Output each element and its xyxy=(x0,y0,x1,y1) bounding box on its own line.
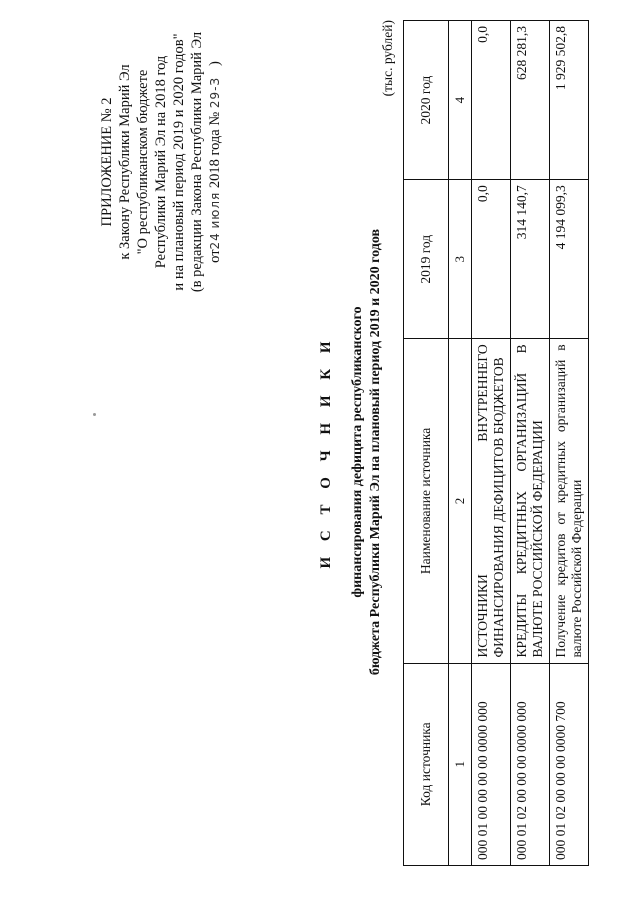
row-value-2020: 1 929 502,8 xyxy=(550,21,589,180)
row-value-2019: 0,0 xyxy=(472,180,511,339)
row-value-2019: 314 140,7 xyxy=(511,180,550,339)
row-code: 000 01 02 00 00 00 0000 000 xyxy=(511,663,550,865)
scan-speck xyxy=(93,413,96,416)
col-number-3: 3 xyxy=(449,180,472,339)
title-sub-2: бюджета Республики Марий Эл на плановый период 2019 и 2020 годов xyxy=(368,228,383,676)
row-name: КРЕДИТЫ КРЕДИТНЫХ ОРГАНИЗАЦИЙ В ВАЛЮТЕ РОССИЙСКОЙ ФЕДЕРАЦИИ xyxy=(511,339,550,663)
col-number-4: 4 xyxy=(449,21,472,180)
column-number-row xyxy=(449,21,472,866)
title-sub-1: финансирования дефицита республиканского xyxy=(350,306,365,598)
col-number-1: 1 xyxy=(449,663,472,865)
units-label: (тыс. рублей) xyxy=(380,20,395,97)
col-number-2: 2 xyxy=(449,339,472,663)
row-value-2019: 4 194 099,3 xyxy=(550,180,589,339)
title-main: И С Т О Ч Н И К И xyxy=(318,335,334,569)
date-month: июля xyxy=(208,191,222,229)
table-row xyxy=(472,21,511,866)
row-value-2020: 628 281,3 xyxy=(511,21,550,180)
appendix-law-title-1: "О республиканском бюджете xyxy=(135,69,151,255)
appendix-amendment: (в редакции Закона Республики Марий Эл xyxy=(189,31,205,293)
table-row xyxy=(550,21,589,866)
row-code: 000 01 02 00 00 00 0000 700 xyxy=(550,663,589,865)
row-name: ИСТОЧНИКИ ВНУТРЕННЕГО ФИНАНСИРОВАНИЯ ДЕФИЦИТОВ БЮДЖЕТОВ xyxy=(472,339,511,663)
appendix-law-title-2: Республики Марий Эл на 2018 год xyxy=(153,55,169,269)
sources-table xyxy=(403,20,589,866)
row-code: 000 01 00 00 00 00 0000 000 xyxy=(472,663,511,865)
header-2020: 2020 год xyxy=(404,21,449,180)
date-prefix: от xyxy=(207,249,223,263)
header-code: Код источника xyxy=(404,663,449,865)
appendix-number: ПРИЛОЖЕНИЕ № 2 xyxy=(99,97,115,227)
law-number: 29-З xyxy=(208,76,222,109)
table-row xyxy=(511,21,550,866)
appendix-header xyxy=(98,12,224,312)
date-suffix: ) xyxy=(207,61,223,66)
date-year: 2018 года № xyxy=(207,111,223,189)
document-page xyxy=(20,12,620,892)
appendix-law-title-3: и на плановый период 2019 и 2020 годов" xyxy=(171,33,187,291)
row-value-2020: 0,0 xyxy=(472,21,511,180)
appendix-law-ref: к Закону Республики Марий Эл xyxy=(117,64,133,260)
document-title xyxy=(318,12,385,892)
date-day: 24 xyxy=(208,232,222,250)
row-name: Получение кредитов от кредитных организаций в валюте Российской Федерации xyxy=(550,339,589,663)
table-header-row xyxy=(404,21,449,866)
header-2019: 2019 год xyxy=(404,180,449,339)
header-name: Наименование источника xyxy=(404,339,449,663)
appendix-date-line xyxy=(206,12,224,312)
